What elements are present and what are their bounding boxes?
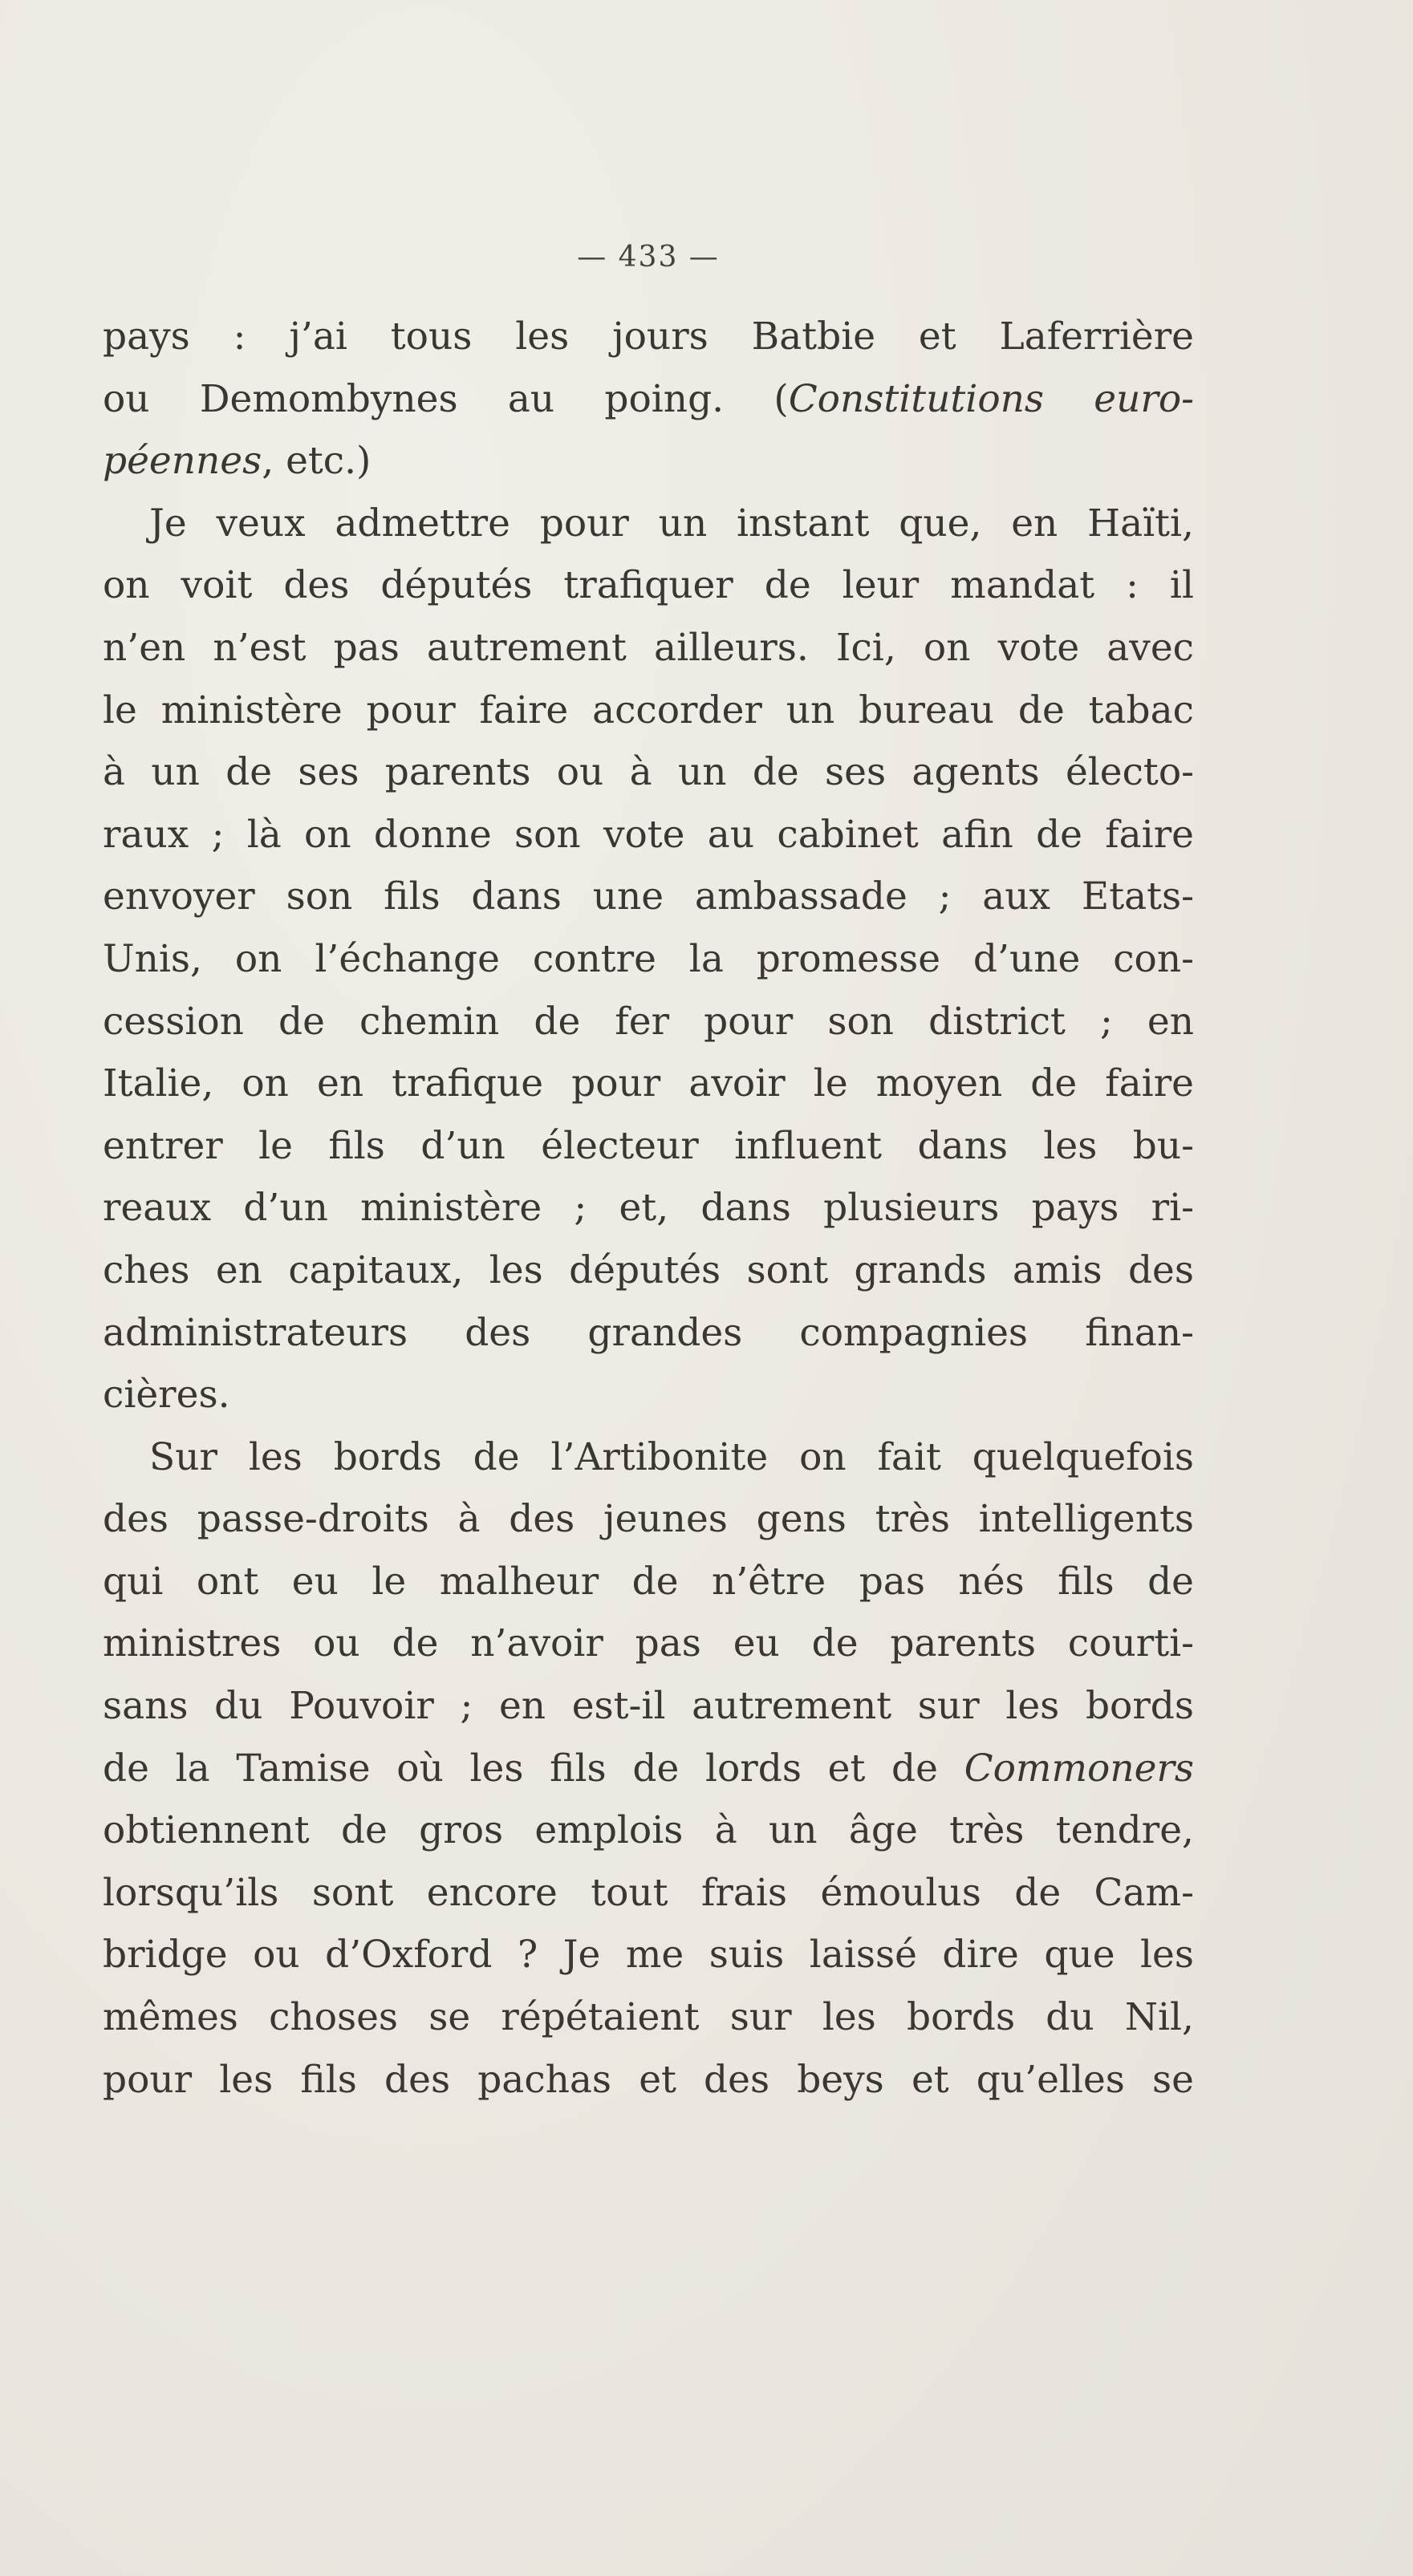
italic-text: Constitutions euro- <box>788 376 1194 421</box>
text-run: raux ; là on donne son vote au cabinet afin de faire <box>103 812 1194 857</box>
text-line <box>103 554 1194 617</box>
paragraph <box>103 1426 1194 2112</box>
text-run: qui ont eu le malheur de n’être pas nés fils de <box>103 1559 1194 1604</box>
text-line <box>103 1053 1194 1115</box>
text-run: n’en n’est pas autrement ailleurs. Ici, on vote avec <box>103 625 1194 670</box>
text-run: cession de chemin de fer pour son district ; en <box>103 999 1194 1044</box>
text-line <box>103 1738 1194 1800</box>
text-run: entrer le fils d’un électeur influent dans les bu- <box>103 1123 1194 1168</box>
italic-text: péennes <box>103 439 262 484</box>
text-line <box>103 991 1194 1053</box>
text-run: Unis, on l’échange contre la promesse d’une con- <box>103 936 1194 981</box>
text-line <box>103 1613 1194 1675</box>
text-run: on voit des députés trafiquer de leur mandat : il <box>103 563 1194 608</box>
text-line <box>103 1488 1194 1551</box>
text-run: bridge ou d’Oxford ? Je me suis laissé dire que les <box>103 1933 1194 1978</box>
text-line <box>103 928 1194 991</box>
text-line <box>103 741 1194 804</box>
paragraph <box>103 493 1194 1426</box>
text-line <box>103 866 1194 928</box>
text-line <box>103 1115 1194 1178</box>
text-run: envoyer son fils dans une ambassade ; aux Etats- <box>103 874 1194 919</box>
text-line <box>103 368 1194 431</box>
text-run: le ministère pour faire accorder un bureau de tabac <box>103 688 1194 732</box>
text-run: administrateurs des grandes compagnies finan- <box>103 1310 1194 1355</box>
text-run: cières. <box>103 1373 230 1418</box>
text-line <box>103 1551 1194 1613</box>
text-line <box>103 679 1194 742</box>
text-run: Sur les bords de l’Artibonite on fait quelquefois <box>149 1434 1194 1479</box>
text-run: ou Demombynes au poing. ( <box>103 376 789 421</box>
page-number: — 433 — <box>577 241 720 274</box>
text-line <box>103 1862 1194 1925</box>
text-line <box>103 1239 1194 1302</box>
text-run: ministres ou de n’avoir pas eu de parents courti- <box>103 1621 1194 1666</box>
text-run: ches en capitaux, les députés sont grands amis des <box>103 1247 1194 1292</box>
text-run: , etc.) <box>262 439 372 484</box>
text-line <box>103 1302 1194 1365</box>
text-line <box>103 493 1194 555</box>
text-line <box>103 1177 1194 1239</box>
text-run: Italie, on en trafique pour avoir le moyen de faire <box>103 1061 1194 1106</box>
text-line <box>103 2049 1194 2112</box>
text-run: de la Tamise où les fils de lords et de <box>103 1746 964 1791</box>
text-run: pour les fils des pachas et des beys et qu’elles se <box>103 2057 1194 2102</box>
text-line <box>103 1426 1194 1489</box>
text-run: obtiennent de gros emplois à un âge très tendre, <box>103 1808 1194 1853</box>
text-line <box>103 1364 1194 1426</box>
book-page <box>103 241 1194 2111</box>
text-run: à un de ses parents ou à un de ses agents électo- <box>103 750 1194 795</box>
paragraph <box>103 306 1194 493</box>
text-line <box>103 1799 1194 1862</box>
text-run: des passe-droits à des jeunes gens très intelligents <box>103 1497 1194 1542</box>
text-line <box>103 804 1194 866</box>
text-line <box>103 430 1194 493</box>
text-line <box>103 1924 1194 1986</box>
text-line <box>103 306 1194 368</box>
text-line <box>103 1675 1194 1738</box>
text-run: Je veux admettre pour un instant que, en Haïti, <box>149 501 1194 546</box>
text-run: reaux d’un ministère ; et, dans plusieurs pays ri- <box>103 1186 1194 1231</box>
text-run: pays : j’ai tous les jours Batbie et Laferrière <box>103 314 1194 359</box>
text-run: mêmes choses se répétaient sur les bords du Nil, <box>103 1995 1194 2040</box>
text-run: lorsqu’ils sont encore tout frais émoulus de Cam- <box>103 1870 1194 1915</box>
text-line <box>103 1986 1194 2049</box>
italic-text: Commoners <box>964 1746 1194 1791</box>
text-run: sans du Pouvoir ; en est-il autrement sur les bords <box>103 1684 1194 1729</box>
body-text <box>103 306 1194 2111</box>
text-line <box>103 617 1194 679</box>
